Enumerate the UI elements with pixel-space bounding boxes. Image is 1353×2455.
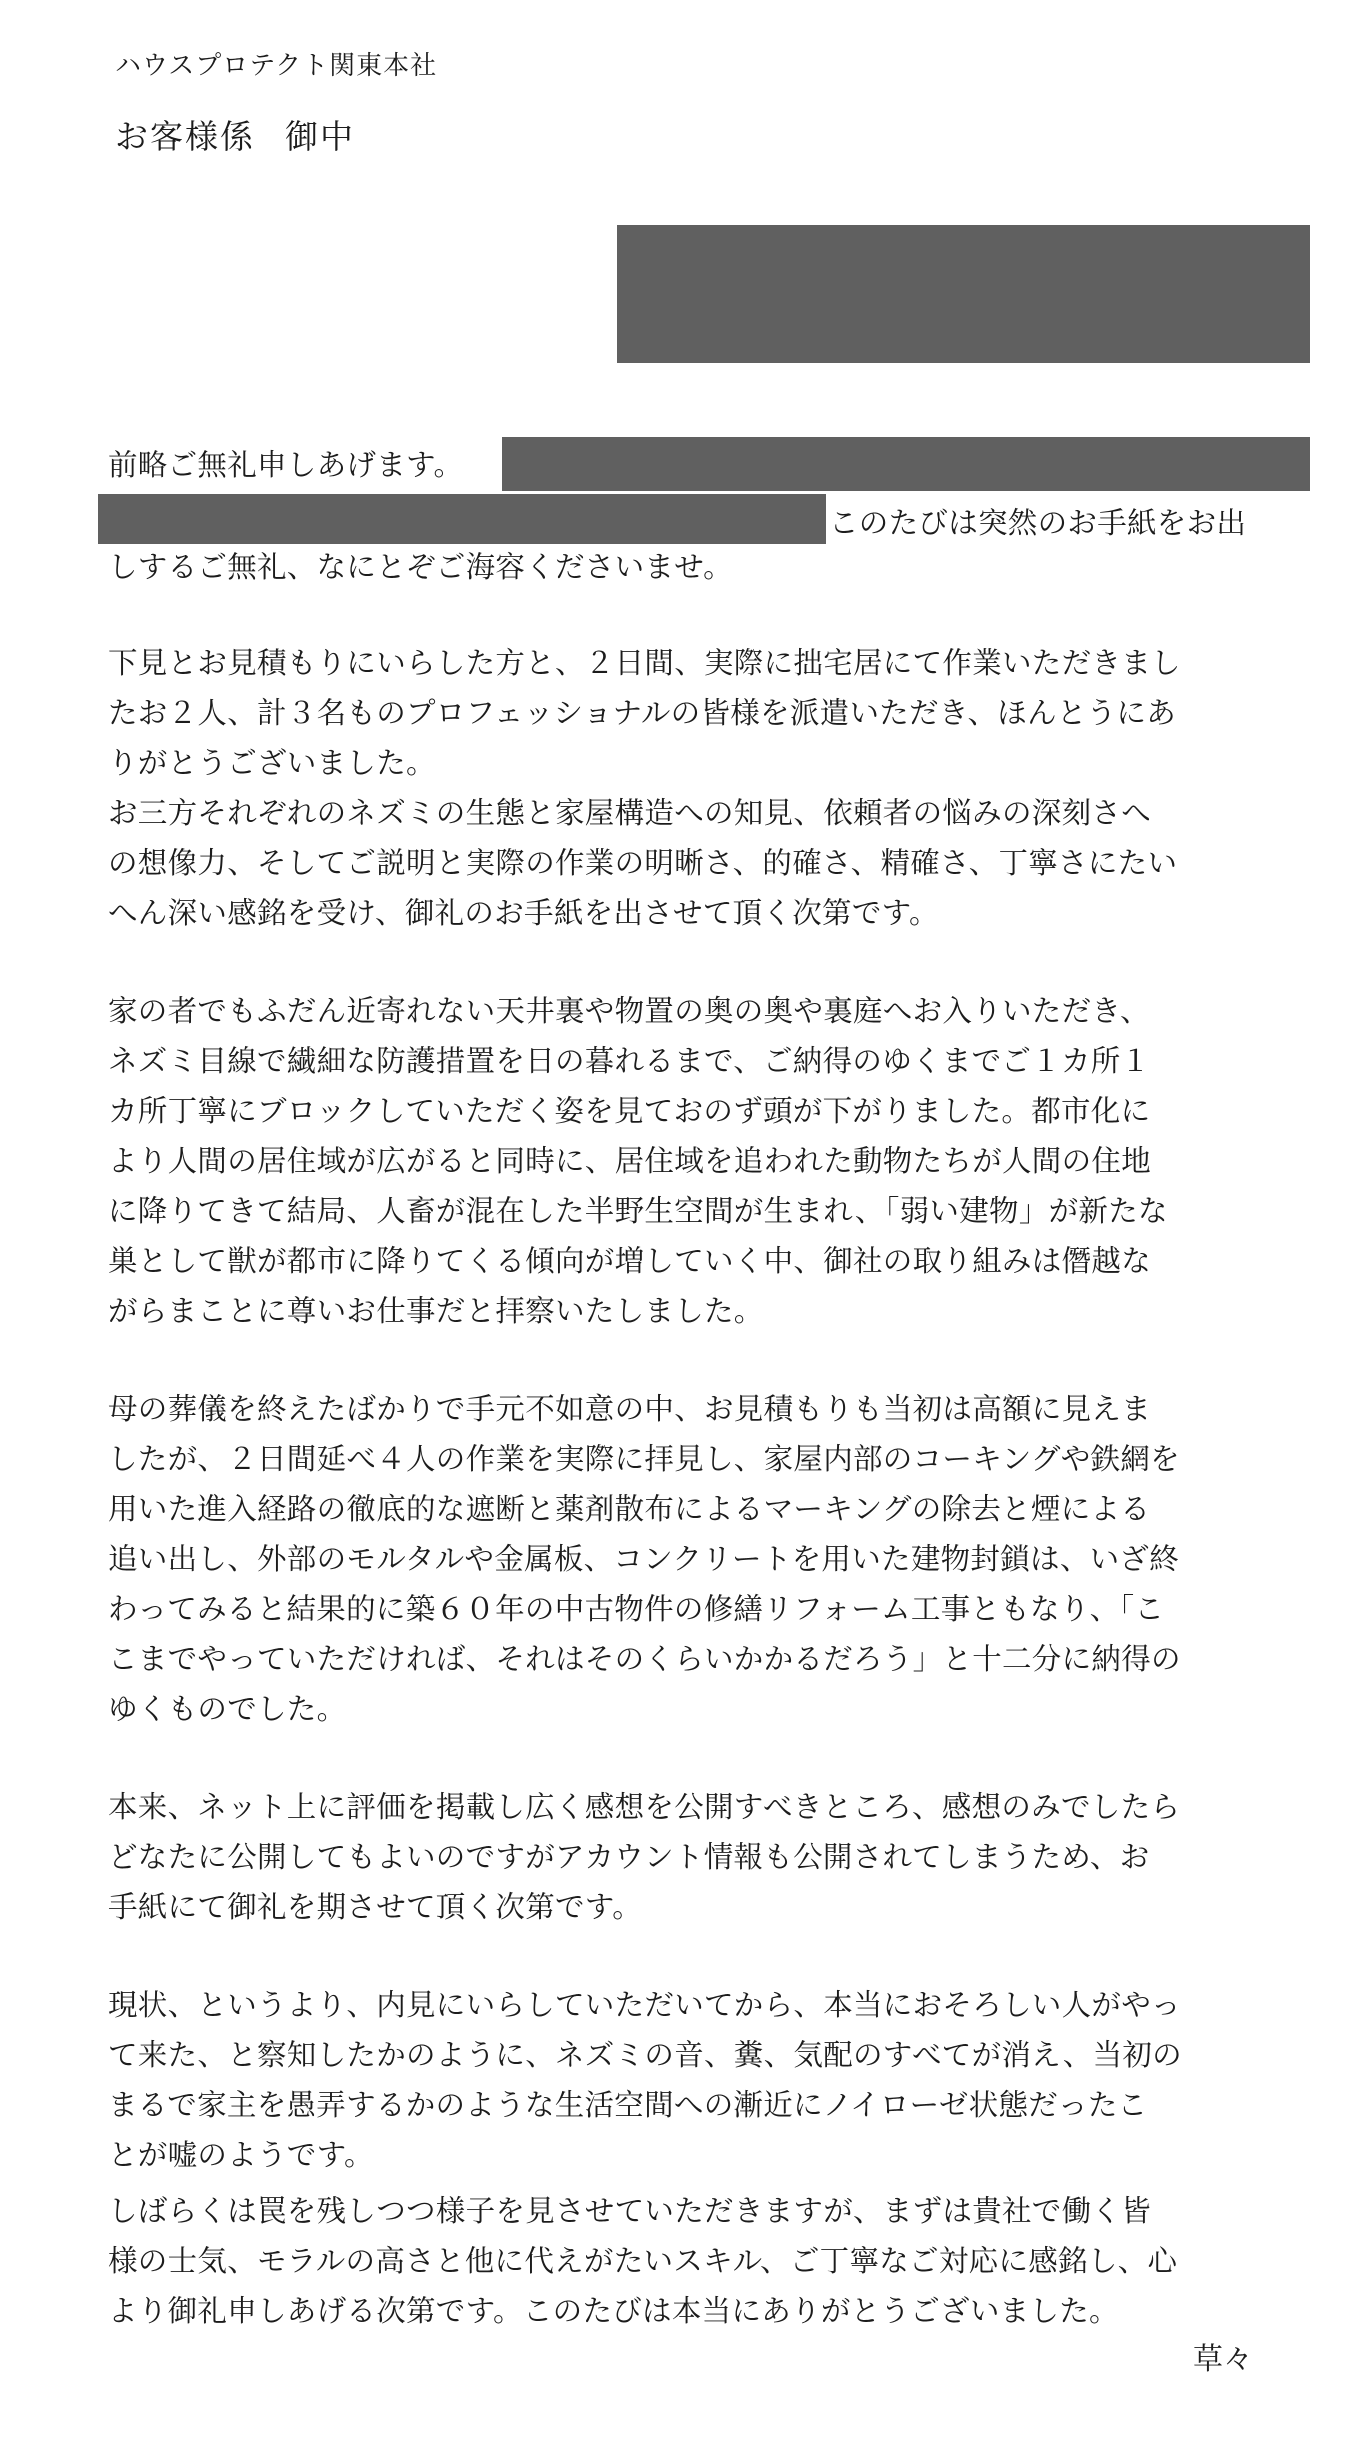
paragraph-6-line-3: より御礼申しあげる次第です。このたびは本当にありがとうございました。 xyxy=(108,2294,1119,2328)
redacted-sender-block xyxy=(617,225,1310,363)
greeting-line: 前略ご無礼申しあげます。 xyxy=(108,448,464,482)
paragraph-6-line-2: 様の士気、モラルの高さと他に代えがたいスキル、ご丁寧なご対応に感銘し、心 xyxy=(108,2244,1178,2278)
paragraph-5-line-2: て来た、と察知したかのように、ネズミの音、糞、気配のすべてが消え、当初の xyxy=(108,2038,1182,2072)
addressee-honorific: 御中 xyxy=(285,117,355,156)
paragraph-2-line-3: カ所丁寧にブロックしていただく姿を見ておのず頭が下がりました。都市化に xyxy=(108,1094,1151,1128)
paragraph-1-line-2: たお２人、計３名ものプロフェッショナルの皆様を派遣いただき、ほんとうにあ xyxy=(108,696,1177,730)
redacted-greeting-continuation xyxy=(502,437,1310,491)
recipient-company: ハウスプロテクト関東本社 xyxy=(115,51,438,81)
paragraph-3-line-1: 母の葬儀を終えたばかりで手元不如意の中、お見積もりも当初は高額に見えま xyxy=(108,1392,1151,1426)
paragraph-1-line-5: の想像力、そしてご説明と実際の作業の明晰さ、的確さ、精確さ、丁寧さにたい xyxy=(108,846,1178,880)
paragraph-3-line-3: 用いた進入経路の徹底的な遮断と薬剤散布によるマーキングの除去と煙による xyxy=(108,1492,1151,1526)
paragraph-1-line-3: りがとうございました。 xyxy=(108,746,436,780)
paragraph-3-line-7: ゆくものでした。 xyxy=(108,1692,347,1726)
paragraph-6-line-1: しばらくは罠を残しつつ様子を見させていただきますが、まずは貴社で働く皆 xyxy=(108,2194,1151,2228)
intro-line-1-tail: このたびは突然のお手紙をお出 xyxy=(829,506,1247,540)
paragraph-5-line-4: とが嘘のようです。 xyxy=(108,2138,374,2172)
intro-line-2: しするご無礼、なにとぞご海容くださいませ。 xyxy=(108,550,733,584)
paragraph-2-line-5: に降りてきて結局、人畜が混在した半野生空間が生まれ、「弱い建物」が新たな xyxy=(108,1194,1168,1228)
paragraph-2-line-1: 家の者でもふだん近寄れない天井裏や物置の奥の奥や裏庭へお入りいただき、 xyxy=(108,994,1150,1028)
recipient-department xyxy=(115,115,355,159)
closing-salutation: 草々 xyxy=(1193,2342,1253,2377)
paragraph-2-line-2: ネズミ目線で繊細な防護措置を日の暮れるまで、ご納得のゆくまでご１カ所１ xyxy=(108,1044,1151,1078)
redacted-intro-text xyxy=(98,494,826,544)
paragraph-2-line-4: より人間の居住域が広がると同時に、居住域を追われた動物たちが人間の住地 xyxy=(108,1144,1152,1178)
paragraph-5-line-3: まるで家主を愚弄するかのような生活空間への漸近にノイローゼ状態だったこ xyxy=(108,2088,1148,2122)
paragraph-2-line-6: 巣として獣が都市に降りてくる傾向が増していく中、御社の取り組みは僭越な xyxy=(108,1244,1151,1278)
paragraph-3-line-4: 追い出し、外部のモルタルや金属板、コンクリートを用いた建物封鎖は、いざ終 xyxy=(108,1542,1180,1576)
paragraph-5-line-1: 現状、というより、内見にいらしていただいてから、本当におそろしい人がやっ xyxy=(108,1988,1181,2022)
paragraph-4-line-3: 手紙にて御礼を期させて頂く次第です。 xyxy=(108,1890,643,1924)
paragraph-1-line-1: 下見とお見積もりにいらした方と、２日間、実際に拙宅居にて作業いただきまし xyxy=(108,646,1181,680)
paragraph-1-line-4: お三方それぞれのネズミの生態と家屋構造への知見、依頼者の悩みの深刻さへ xyxy=(108,796,1151,830)
paragraph-4-line-1: 本来、ネット上に評価を掲載し広く感想を公開すべきところ、感想のみでしたら xyxy=(108,1790,1181,1824)
addressee-label: お客様係 xyxy=(115,117,255,156)
paragraph-2-line-7: がらまことに尊いお仕事だと拝察いたしました。 xyxy=(108,1294,764,1328)
paragraph-3-line-5: わってみると結果的に築６０年の中古物件の修繕リフォーム工事ともなり、「こ xyxy=(108,1592,1165,1626)
paragraph-3-line-2: したが、２日間延べ４人の作業を実際に拝見し、家屋内部のコーキングや鉄網を xyxy=(108,1442,1180,1476)
paragraph-3-line-6: こまでやっていただければ、それはそのくらいかかるだろう」と十二分に納得の xyxy=(108,1642,1181,1676)
paragraph-4-line-2: どなたに公開してもよいのですがアカウント情報も公開されてしまうため、お xyxy=(108,1840,1150,1874)
paragraph-1-line-6: へん深い感銘を受け、御礼のお手紙を出させて頂く次第です。 xyxy=(108,896,939,930)
